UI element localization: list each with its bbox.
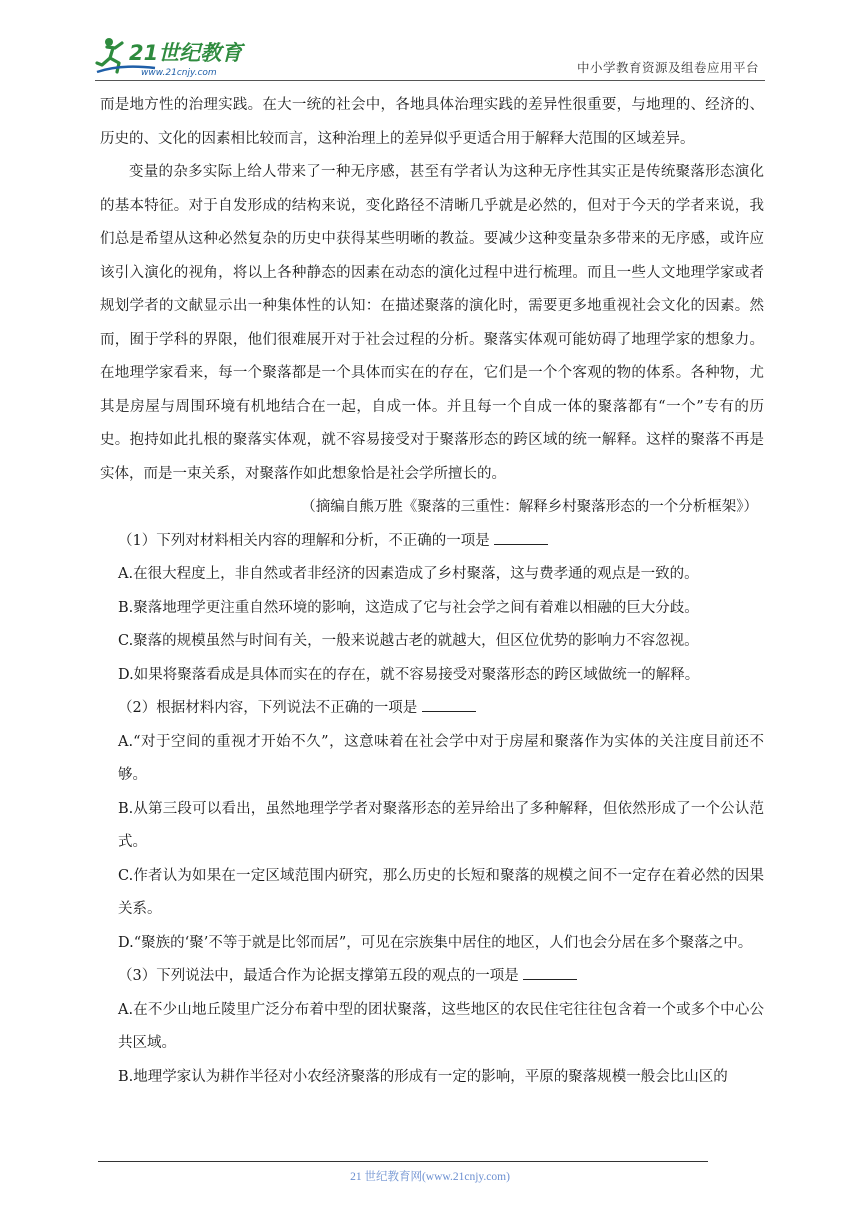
option-2d: D.“聚族的‘聚’不等于就是比邻而居”，可见在宗族集中居住的地区，人们也会分居在多个聚落之中。: [118, 934, 753, 951]
question-2-stem: （2）根据材料内容，下列说法不正确的一项是: [100, 692, 764, 726]
paragraph-continued: 而是地方性的治理实践。在大一统的社会中，各地具体治理实践的差异性很重要，与地理的、经济的、历史的、文化的因素相比较而言，这种治理上的差异似乎更适合用于解释大范围的区域差异。: [100, 97, 764, 147]
svg-text:www.21cnjy.com: www.21cnjy.com: [141, 68, 217, 78]
option-3a: A.在不少山地丘陵里广泛分布着中型的团状聚落，这些地区的农民住宅往往包含着一个或多个中心公共区域。: [118, 1001, 764, 1051]
question-3-stem: （3）下列说法中，最适合作为论据支撑第五段的观点的一项是: [100, 960, 764, 994]
paragraph: 变量的杂多实际上给人带来了一种无序感，甚至有学者认为这种无序性其实正是传统聚落形态演化的基本特征。对于自发形成的结构来说，变化路径不清晰几乎就是必然的，但对于今天的学者来说，我们总是希望从这种必然复杂的历史中获得某些明晰的教益。要减少这种变量杂多带来的无序感，或许应该引入演化的视角，将以上各种静态的因素在动态的演化过程中进行梳理。而且一些人文地理学家或者规划学者的文献显示出一种集体性的认知：在描述聚落的演化时，需要更多地重视社会文化的因素。然而，囿于学科的界限，他们很难展开对于社会过程的分析。聚落实体观可能妨碍了地理学家的想象力。在地理学家看来，每一个聚落都是一个具体而实在的存在，它们是一个个客观的物的体系。各种物，尤其是房屋与周围环境有机地结合在一起，自成一体。并且每一个自成一体的聚落都有“一个”专有的历史。抱持如此扎根的聚落实体观，就不容易接受对于聚落形态的跨区域的统一解释。这样的聚落不再是实体，而是一束关系，对聚落作如此想象恰是社会学所擅长的。: [100, 164, 764, 482]
page-footer: 21 世纪教育网(www.21cnjy.com): [350, 1171, 510, 1183]
option-1a: A.在很大程度上，非自然或者非经济的因素造成了乡村聚落，这与费孝通的观点是一致的。: [118, 566, 699, 582]
platform-name: 中小学教育资源及组卷应用平台: [576, 60, 759, 75]
source-citation: （摘编自熊万胜《聚落的三重性：解释乡村聚落形态的一个分析框架》）: [301, 499, 758, 515]
svg-text:21世纪教育: 21世纪教育: [129, 41, 243, 65]
option-2c: C.作者认为如果在一定区域范围内研究，那么历史的长短和聚落的规模之间不一定存在着必然的因果关系。: [118, 867, 764, 917]
site-logo: [95, 34, 265, 78]
option-3b: B.地理学家认为耕作半径对小农经济聚落的形成有一定的影响，平原的聚落规模一般会比山区的: [118, 1068, 728, 1085]
runner-logo-icon: [95, 34, 265, 78]
answer-blank[interactable]: [422, 697, 476, 712]
question-1-stem: （1）下列对材料相关内容的理解和分析，不正确的一项是: [100, 525, 764, 559]
option-2b: B.从第三段可以看出，虽然地理学学者对聚落形态的差异给出了多种解释，但依然形成了一个公认范式。: [118, 800, 764, 850]
page-header: [95, 28, 765, 81]
answer-blank[interactable]: [494, 530, 548, 545]
option-1b: B.聚落地理学更注重自然环境的影响，这造成了它与社会学之间有着难以相融的巨大分歧。: [118, 599, 699, 616]
option-1c: C.聚落的规模虽然与时间有关，一般来说越古老的就越大，但区位优势的影响力不容忽视。: [118, 633, 699, 649]
article-body: [100, 89, 764, 1094]
option-1d: D.如果将聚落看成是具体而实在的存在，就不容易接受对聚落形态的跨区域做统一的解释。: [118, 666, 700, 683]
footer-divider: [98, 1161, 708, 1162]
answer-blank[interactable]: [523, 965, 577, 980]
option-2a: A.“对于空间的重视才开始不久”，这意味着在社会学中对于房屋和聚落作为实体的关注度目前还不够。: [118, 733, 764, 783]
